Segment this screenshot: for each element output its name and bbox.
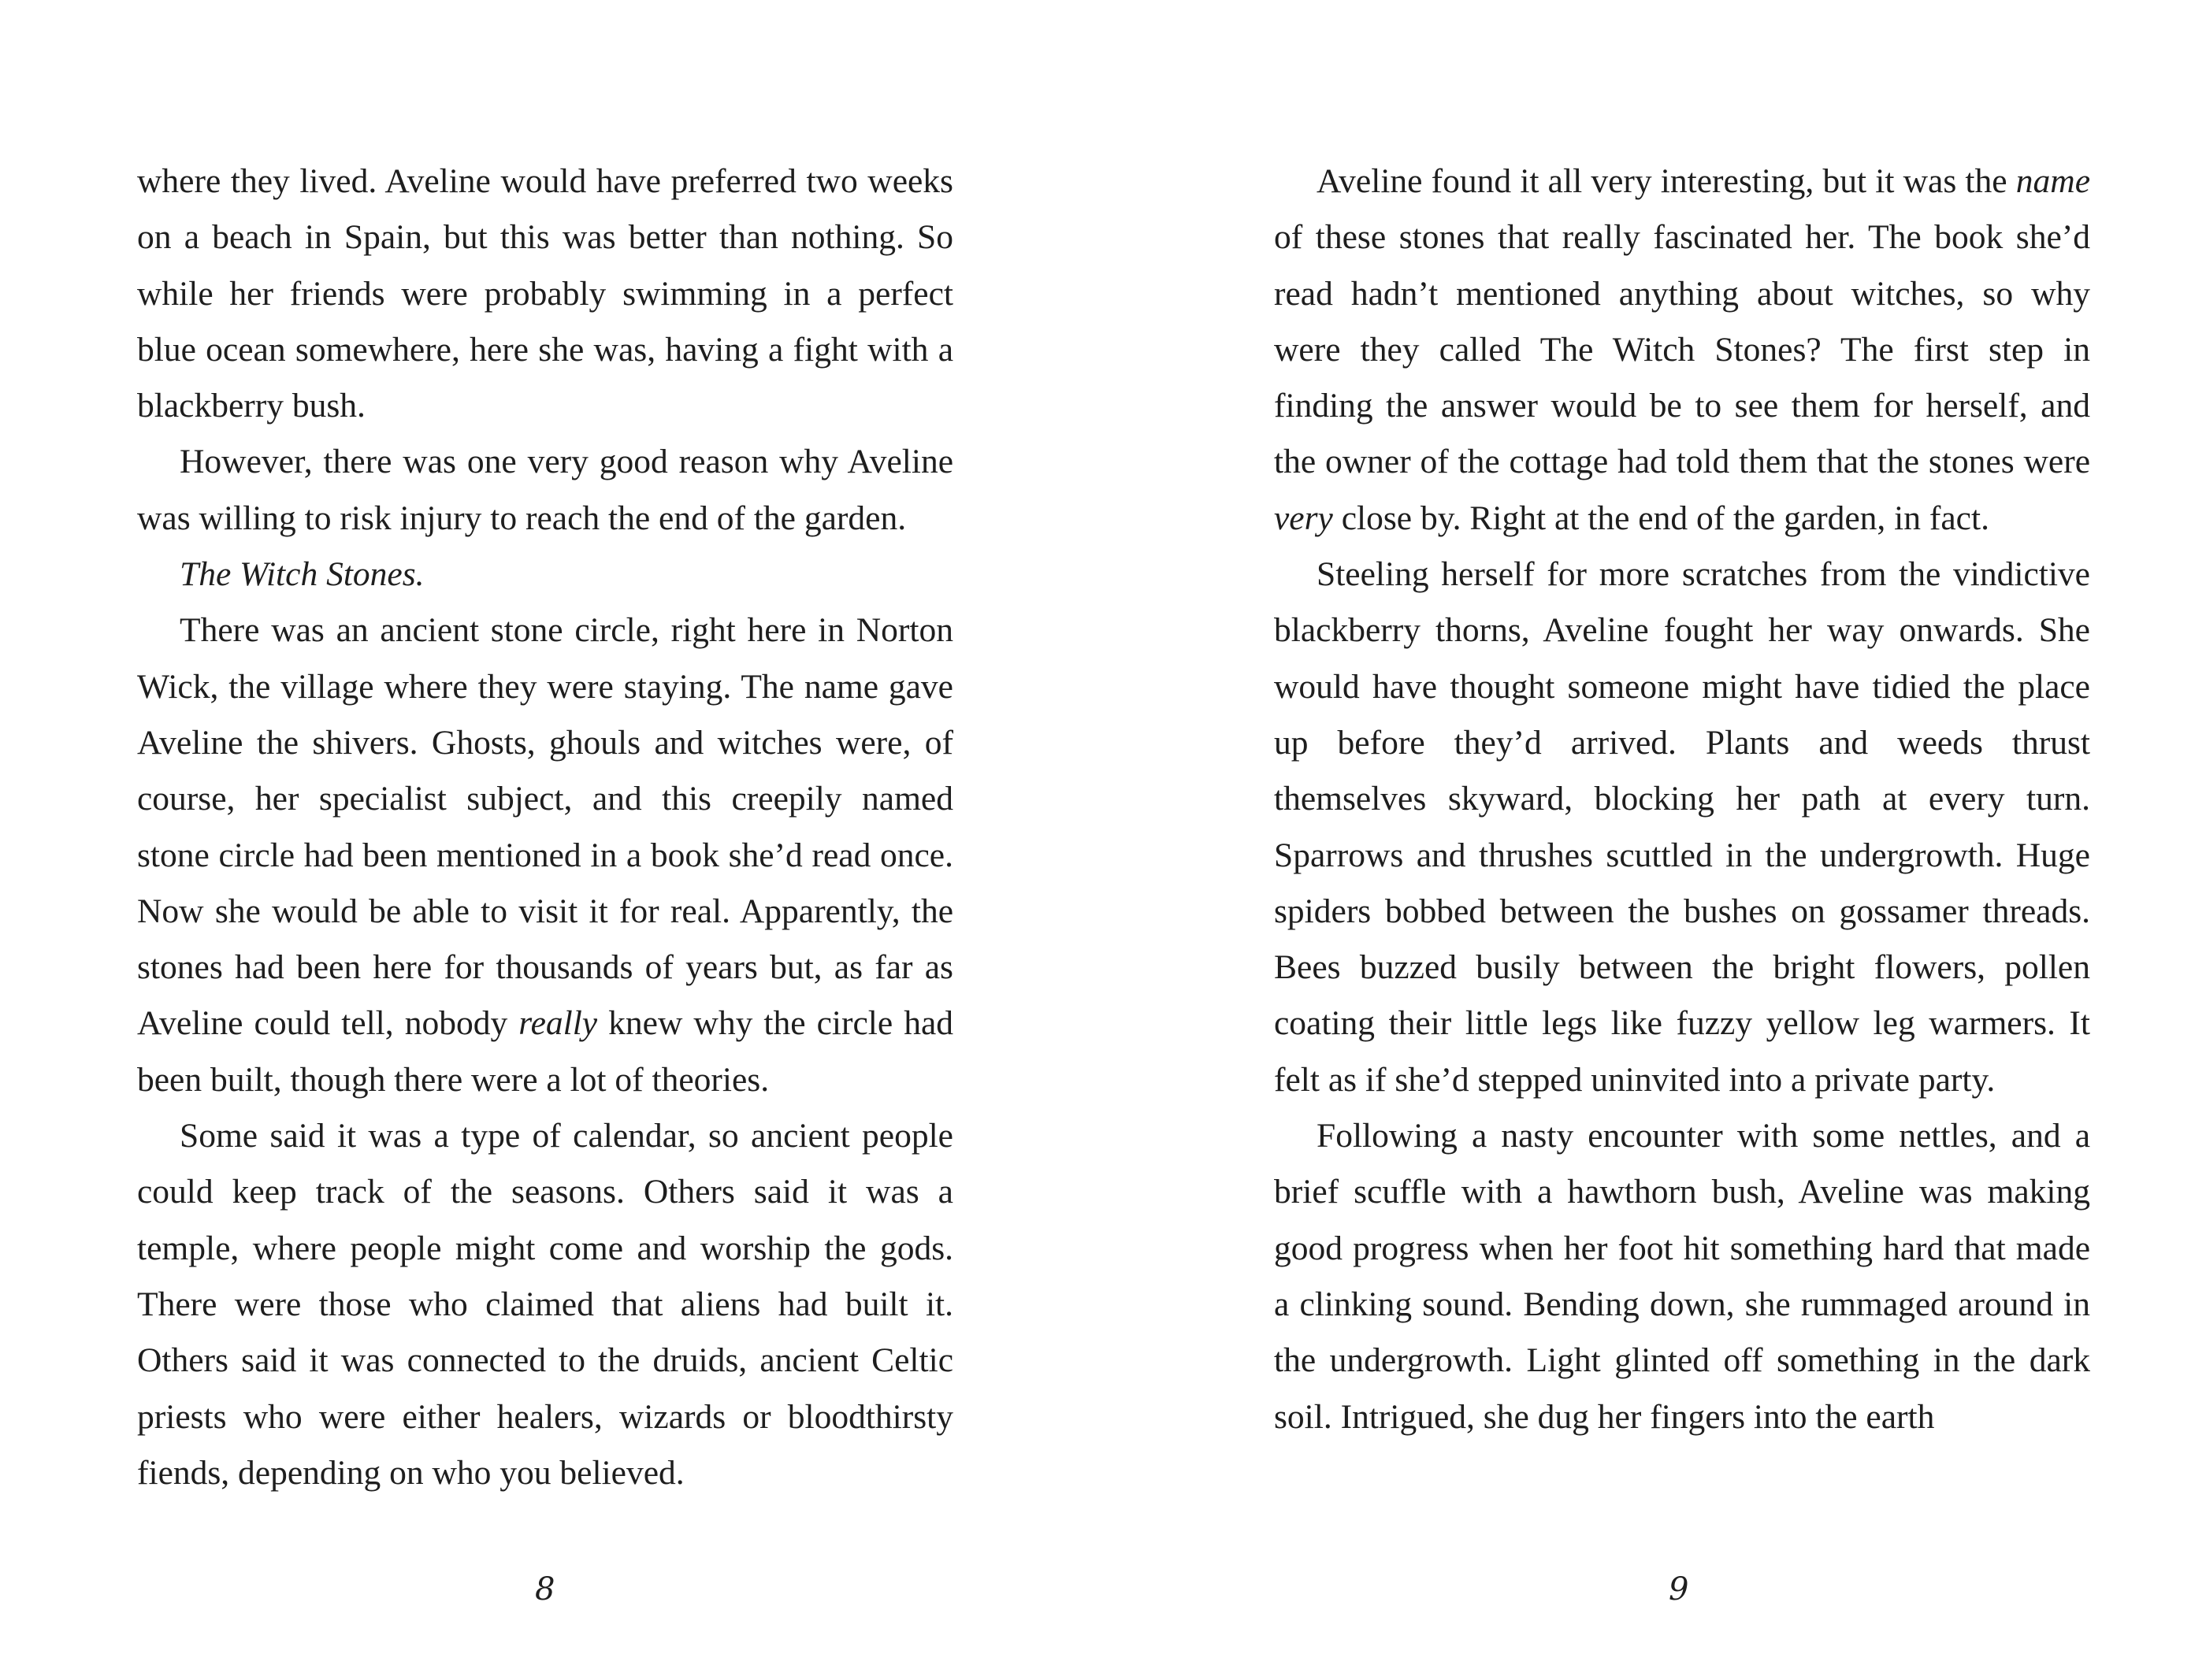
italic-heading: The Witch Stones. [180,555,425,594]
emphasis: really [518,1004,598,1043]
paragraph: However, there was one very good reason why Aveline was willing to risk injury to reach the end of the garden. [137,443,953,537]
text-run: Aveline found it all very interesting, but it was the [1317,162,2007,200]
right-page-text [1274,154,2090,1445]
paragraph: Following a nasty encounter with some nettles, and a brief scuffle with a hawthorn bush, Aveline was making good progress when her foot hit something hard that made a clinking sound. Bending down, she rummaged around in the undergrowth. Light glinted off something in the dark soil. Intrigued, she dug her fingers into the earth [1274,1117,2090,1436]
paragraph: Steeling herself for more scratches from the vindictive blackberry thorns, Aveline fought her way onwards. She would have thought someone might have tidied the place up before they’d arrived. Plants and weeds thrust themselves skyward, blocking her path at every turn. Sparrows and thrushes scuttled in the undergrowth. Huge spiders bobbed between the bushes on gossamer threads. Bees buzzed busily between the bright flowers, pollen coating their little legs like fuzzy yellow leg warmers. It felt as if she’d stepped uninvited into a private party. [1274,555,2090,1099]
page-number-left: 8 [535,1571,555,1608]
paragraph [1274,154,2090,547]
right-page [1274,154,2090,1445]
emphasis: name [2015,162,2091,200]
text-run: of these stones that really fascinated her. The book she’d read hadn’t mentioned anything about witches, so why were they called The Witch Stones? The first step in finding the answer would be to see them for herself, and the owner of the cottage had told them that the stones were [1274,218,2090,481]
text-run: knew why the circle had been built, though there were a lot of theories. [137,1004,954,1099]
paragraph [137,547,953,603]
left-page [137,154,953,1501]
emphasis: very [1274,499,1333,537]
page-number-right: 9 [1669,1571,1689,1608]
left-page-text [137,154,953,1501]
text-run: There was an ancient stone circle, right here in Norton Wick, the village where they were staying. The name gave Aveline the shivers. Ghosts, ghouls and witches were, of course, her specialist subject, and this creepily named stone circle had been mentioned in a book she’d read once. Now she would be able to visit it for real. Apparently, the stones had been here for thousands of years but, as far as Aveline could tell, nobody [137,611,953,1043]
text-run: close by. Right at the end of the garden, in fact. [1341,499,1989,537]
paragraph: where they lived. Aveline would have preferred two weeks on a beach in Spain, but this was better than nothing. So while her friends were probably swimming in a perfect blue ocean somewhere, here she was, having a fight with a blackberry bush. [137,162,953,425]
paragraph [137,603,953,1108]
paragraph: Some said it was a type of calendar, so ancient people could keep track of the seasons. Others said it was a temple, where people might come and worship the gods. There were those who claimed that aliens had built it. Others said it was connected to the druids, ancient Celtic priests who were either healers, wizards or bloodthirsty fiends, depending on who you believed. [137,1117,953,1492]
